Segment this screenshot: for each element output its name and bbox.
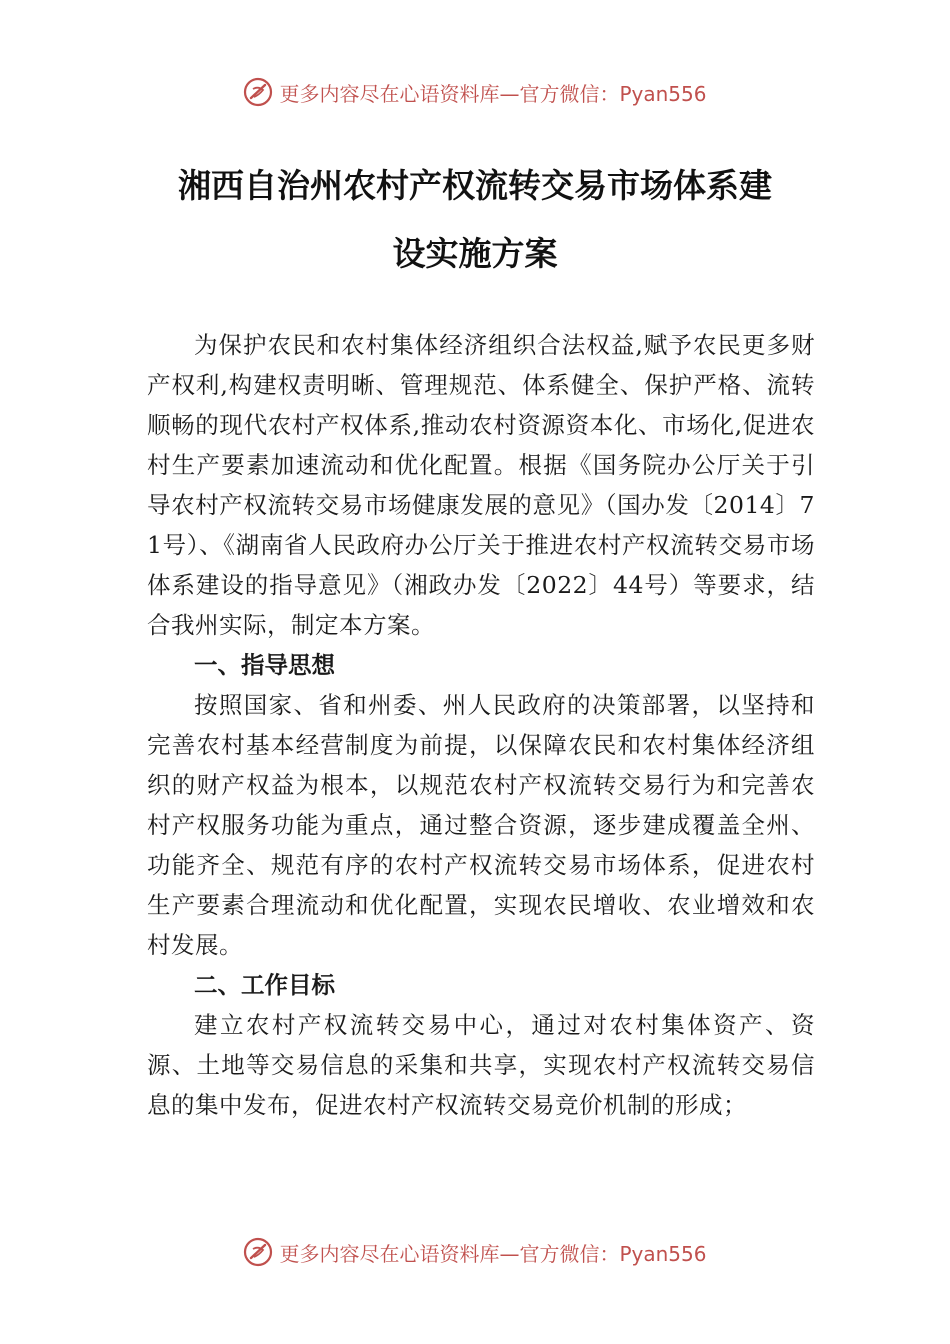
seal-logo-icon — [243, 1237, 273, 1267]
document-title-line-2: 设实施方案 — [392, 234, 558, 273]
section-heading-work-goals: 二、工作目标 — [194, 971, 335, 999]
document-body — [147, 325, 815, 1125]
seal-logo-icon — [243, 77, 273, 107]
watermark-text: 更多内容尽在心语资料库—官方微信：Pyan556 — [279, 81, 707, 106]
work-goals-paragraph: 建立农村产权流转交易中心，通过对农村集体资产、资源、土地等交易信息的采集和共享，实现农村产权流转交易信息的集中发布，促进农村产权流转交易竞价机制的形成； — [147, 1011, 815, 1119]
watermark-text: 更多内容尽在心语资料库—官方微信：Pyan556 — [279, 1241, 707, 1266]
footer-watermark — [0, 1232, 950, 1272]
intro-paragraph: 为保护农民和农村集体经济组织合法权益,赋予农民更多财产权利,构建权责明晰、管理规范、体系健全、保护严格、流转顺畅的现代农村产权体系,推动农村资源资本化、市场化,促进农村生产要素加速流动和优化配置。根据《国务院办公厅关于引导农村产权流转交易市场健康发展的意见》（国办发〔2014〕71号）、《湖南省人民政府办公厅关于推进农村产权流转交易市场体系建设的指导意见》（湘政办发〔2022〕44号）等要求，结合我州实际，制定本方案。 — [147, 331, 815, 639]
guiding-ideology-paragraph: 按照国家、省和州委、州人民政府的决策部署，以坚持和完善农村基本经营制度为前提，以保障农民和农村集体经济组织的财产权益为根本，以规范农村产权流转交易行为和完善农村产权服务功能为重点，通过整合资源，逐步建成覆盖全州、功能齐全、规范有序的农村产权流转交易市场体系，促进农村生产要素合理流动和优化配置，实现农民增收、农业增效和农村发展。 — [147, 691, 815, 959]
section-heading-guiding-ideology: 一、指导思想 — [194, 651, 335, 679]
document-title-line-1: 湘西自治州农村产权流转交易市场体系建 — [178, 166, 772, 205]
header-watermark — [0, 72, 950, 112]
